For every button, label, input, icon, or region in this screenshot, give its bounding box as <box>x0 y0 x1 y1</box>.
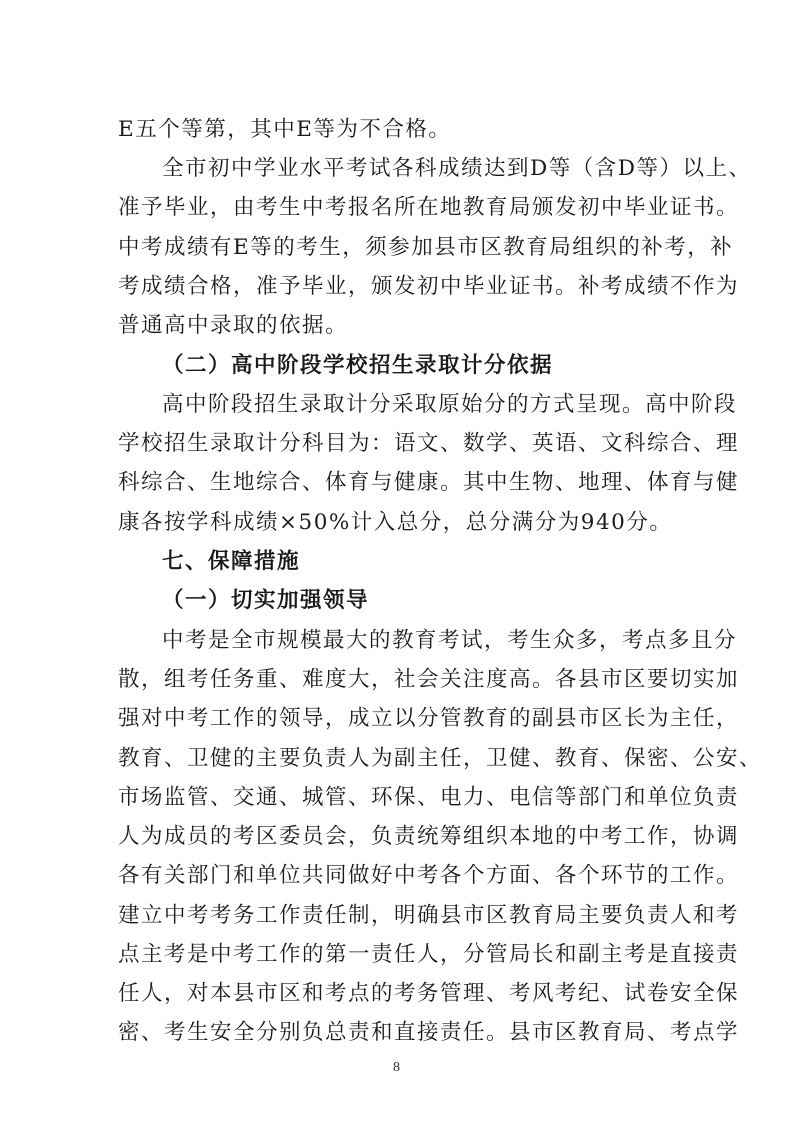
paragraph-line: 强对中考工作的领导，成立以分管教育的副县市区长为主任， <box>118 706 740 731</box>
paragraph-line: 考成绩合格，准予毕业，颁发初中毕业证书。补考成绩不作为 <box>118 274 740 299</box>
paragraph-line: 学校招生录取计分科目为：语文、数学、英语、文科综合、理 <box>118 431 740 456</box>
paragraph-line: 高中阶段招生录取计分采取原始分的方式呈现。高中阶段 <box>162 392 738 417</box>
paragraph-line: 科综合、生地综合、体育与健康。其中生物、地理、体育与健 <box>118 470 740 495</box>
paragraph-line: 各有关部门和单位共同做好中考各个方面、各个环节的工作。 <box>118 863 740 888</box>
paragraph-line: 准予毕业，由考生中考报名所在地教育局颁发初中毕业证书。 <box>118 195 740 220</box>
section-heading: （二）高中阶段学校招生录取计分依据 <box>162 353 554 378</box>
paragraph-line: 人为成员的考区委员会，负责统筹组织本地的中考工作，协调 <box>118 824 740 849</box>
paragraph-line: 教育、卫健的主要负责人为副主任，卫健、教育、保密、公安、 <box>118 746 763 771</box>
paragraph-line: 市场监管、交通、城管、环保、电力、电信等部门和单位负责 <box>118 785 740 810</box>
paragraph-line: E五个等第，其中E等为不合格。 <box>118 117 452 142</box>
paragraph-line: 中考是全市规模最大的教育考试，考生众多，考点多且分 <box>162 628 738 653</box>
paragraph-line: 康各按学科成绩×50%计入总分，总分满分为940分。 <box>118 510 673 535</box>
paragraph-line: 普通高中录取的依据。 <box>118 313 349 338</box>
paragraph-line: 全市初中学业水平考试各科成绩达到D等（含D等）以上、 <box>162 156 752 181</box>
paragraph-line: 点主考是中考工作的第一责任人，分管局长和副主考是直接责 <box>118 942 740 967</box>
paragraph-line: 任人，对本县市区和考点的考务管理、考风考纪、试卷安全保 <box>118 981 740 1006</box>
section-heading: （一）切实加强领导 <box>162 588 370 613</box>
paragraph-line: 散，组考任务重、难度大，社会关注度高。各县市区要切实加 <box>118 667 740 692</box>
chapter-heading: 七、保障措施 <box>162 549 301 574</box>
paragraph-line: 中考成绩有E等的考生，须参加县市区教育局组织的补考，补 <box>118 235 734 260</box>
paragraph-line: 建立中考考务工作责任制，明确县市区教育局主要负责人和考 <box>118 903 740 928</box>
page-number: 8 <box>393 1060 400 1075</box>
paragraph-line: 密、考生安全分别负总责和直接责任。县市区教育局、考点学 <box>118 1020 740 1045</box>
